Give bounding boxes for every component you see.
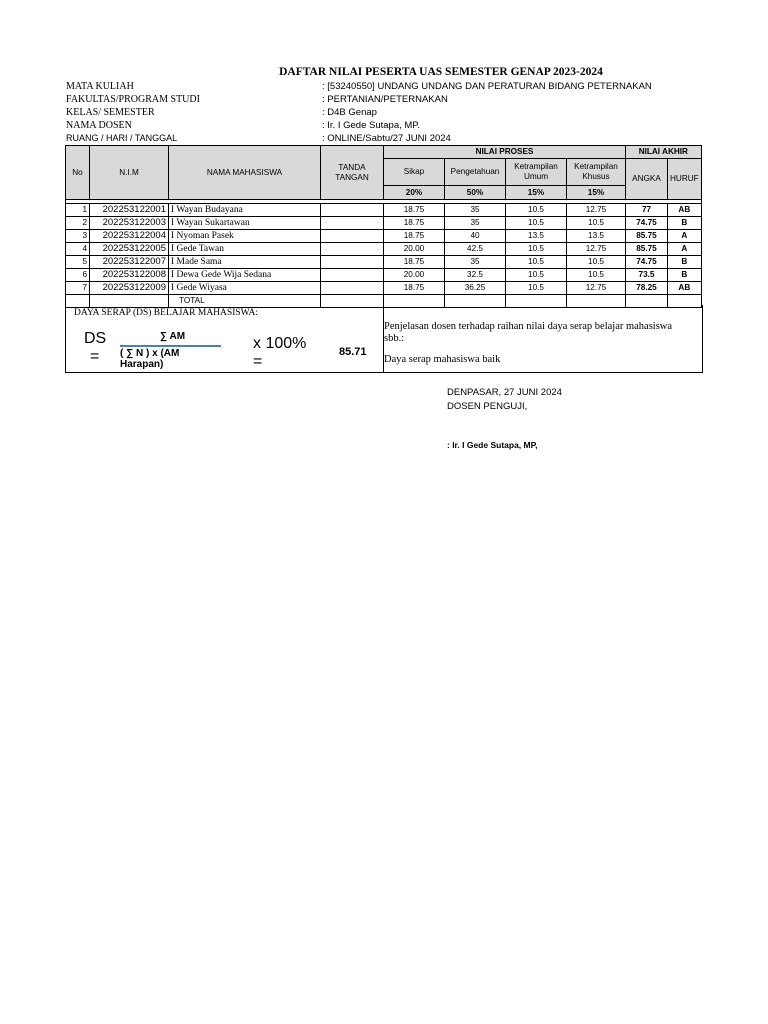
cell-ketrampilan-umum: 10.5 [506,256,567,269]
weight-pengetahuan: 50% [445,186,506,200]
header-nilai-akhir: NILAI AKHIR [626,146,702,159]
header-nilai-proses: NILAI PROSES [384,146,626,159]
header-no: No [66,146,90,200]
cell-nim: 202253122005 [90,243,169,256]
total-label: TOTAL [169,295,321,308]
ds-multiplier-text: x 100% [253,335,307,352]
header-nama: NAMA MAHASISWA [169,146,321,200]
ds-symbol: DS [84,330,107,347]
header-sikap: Sikap [384,159,445,186]
cell-huruf: AB [668,204,702,217]
cell-ketrampilan-khusus: 12.75 [567,282,626,295]
header-ketrampilan-umum: Ketrampilan Umum [506,159,567,186]
info-value-dosen: : Ir. I Gede Sutapa, MP. [322,120,421,131]
cell-ketrampilan-umum: 10.5 [506,217,567,230]
cell-huruf: AB [668,282,702,295]
table-row [66,269,702,282]
cell-sikap: 18.75 [384,282,445,295]
cell-nim: 202253122007 [90,256,169,269]
signature-name: : Ir. I Gede Sutapa, MP, [447,440,538,450]
cell-sikap: 18.75 [384,230,445,243]
cell-sikap: 20.00 [384,243,445,256]
cell-signature [321,256,384,269]
header-angka: ANGKA [626,159,668,200]
cell-huruf: B [668,269,702,282]
cell-pengetahuan: 36.25 [445,282,506,295]
weight-sikap: 20% [384,186,445,200]
cell-name: I Wayan Sukartawan [169,217,321,230]
cell-pengetahuan: 32.5 [445,269,506,282]
fraction-line [120,345,221,347]
cell-nim: 202253122001 [90,204,169,217]
cell-signature [321,269,384,282]
cell-nim: 202253122008 [90,269,169,282]
grades-table [65,145,702,308]
table-row [66,282,702,295]
info-label-dosen: NAMA DOSEN [66,120,132,131]
cell-sikap: 20.00 [384,269,445,282]
info-label-mata-kuliah: MATA KULIAH [66,81,134,92]
cell-signature [321,230,384,243]
ds-explanation: Penjelasan dosen terhadap raihan nilai daya serap belajar mahasiswa sbb.: [384,321,673,344]
cell-signature [321,217,384,230]
cell-name: I Nyoman Pasek [169,230,321,243]
header-pengetahuan: Pengetahuan [445,159,506,186]
info-value-mata-kuliah: : [53240550] UNDANG UNDANG DAN PERATURAN BIDANG PETERNAKAN [322,81,652,92]
cell-angka: 85.75 [626,243,668,256]
cell-name: I Gede Wiyasa [169,282,321,295]
cell-nim: 202253122003 [90,217,169,230]
cell-name: I Made Sama [169,256,321,269]
cell-signature [321,243,384,256]
ds-conclusion: Daya serap mahasiswa baik [384,354,501,365]
ds-result: 85.71 [339,346,367,358]
header-ketrampilan-khusus: Ketrampilan Khusus [567,159,626,186]
cell-angka: 73.5 [626,269,668,282]
weight-ketrampilan-umum: 15% [506,186,567,200]
cell-pengetahuan: 35 [445,204,506,217]
cell-no: 5 [66,256,90,269]
cell-ketrampilan-umum: 10.5 [506,282,567,295]
info-value-kelas: : D4B Genap [322,107,377,118]
cell-signature [321,204,384,217]
cell-pengetahuan: 35 [445,256,506,269]
cell-pengetahuan: 35 [445,217,506,230]
cell-ketrampilan-khusus: 12.75 [567,204,626,217]
cell-sikap: 18.75 [384,256,445,269]
cell-ketrampilan-khusus: 10.5 [567,269,626,282]
info-label-kelas: KELAS/ SEMESTER [66,107,155,118]
info-value-fakultas: : PERTANIAN/PETERNAKAN [322,94,448,105]
header-nim: N.I.M [90,146,169,200]
cell-signature [321,282,384,295]
cell-no: 1 [66,204,90,217]
cell-sikap: 18.75 [384,204,445,217]
cell-ketrampilan-khusus: 10.5 [567,256,626,269]
info-value-ruang: : ONLINE/Sabtu/27 JUNI 2024 [322,133,451,144]
cell-no: 4 [66,243,90,256]
ds-multiplier [253,335,306,371]
signature-place-date: DENPASAR, 27 JUNI 2024 [447,387,562,398]
table-row [66,256,702,269]
ds-numerator: ∑ AM [160,331,186,342]
table-row [66,230,702,243]
daya-serap-title: DAYA SERAP (DS) BELAJAR MAHASISWA: [74,308,259,318]
cell-nim: 202253122009 [90,282,169,295]
header-tanda-tangan: TANDA TANGAN [321,146,384,200]
cell-name: I Gede Tawan [169,243,321,256]
cell-ketrampilan-khusus: 12.75 [567,243,626,256]
cell-no: 3 [66,230,90,243]
info-label-ruang: RUANG / HARI / TANGGAL [66,133,178,143]
cell-angka: 74.75 [626,256,668,269]
cell-ketrampilan-umum: 10.5 [506,204,567,217]
ds-denominator: ( ∑ N ) x (AM Harapan) [120,348,180,370]
cell-angka: 85.75 [626,230,668,243]
cell-name: I Wayan Budayana [169,204,321,217]
ds-multiplier-equals: = [253,353,263,370]
cell-angka: 77 [626,204,668,217]
cell-angka: 78.25 [626,282,668,295]
header-huruf: HURUF [668,159,702,200]
cell-no: 2 [66,217,90,230]
cell-huruf: A [668,243,702,256]
cell-pengetahuan: 42.5 [445,243,506,256]
page-title: DAFTAR NILAI PESERTA UAS SEMESTER GENAP 2023-2024 [279,66,603,78]
info-label-fakultas: FAKULTAS/PROGRAM STUDI [66,94,200,105]
cell-ketrampilan-umum: 13.5 [506,230,567,243]
cell-ketrampilan-khusus: 13.5 [567,230,626,243]
cell-huruf: A [668,230,702,243]
cell-sikap: 18.75 [384,217,445,230]
cell-ketrampilan-khusus: 10.5 [567,217,626,230]
ds-formula-label [84,330,106,366]
table-row [66,204,702,217]
table-row [66,217,702,230]
cell-huruf: B [668,217,702,230]
table-row [66,243,702,256]
cell-ketrampilan-umum: 10.5 [506,243,567,256]
cell-angka: 74.75 [626,217,668,230]
cell-name: I Dewa Gede Wija Sedana [169,269,321,282]
cell-no: 7 [66,282,90,295]
signature-role: DOSEN PENGUJI, [447,401,528,412]
cell-pengetahuan: 40 [445,230,506,243]
cell-ketrampilan-umum: 10.5 [506,269,567,282]
cell-nim: 202253122004 [90,230,169,243]
ds-equals: = [90,348,100,365]
cell-huruf: B [668,256,702,269]
weight-ketrampilan-khusus: 15% [567,186,626,200]
cell-no: 6 [66,269,90,282]
